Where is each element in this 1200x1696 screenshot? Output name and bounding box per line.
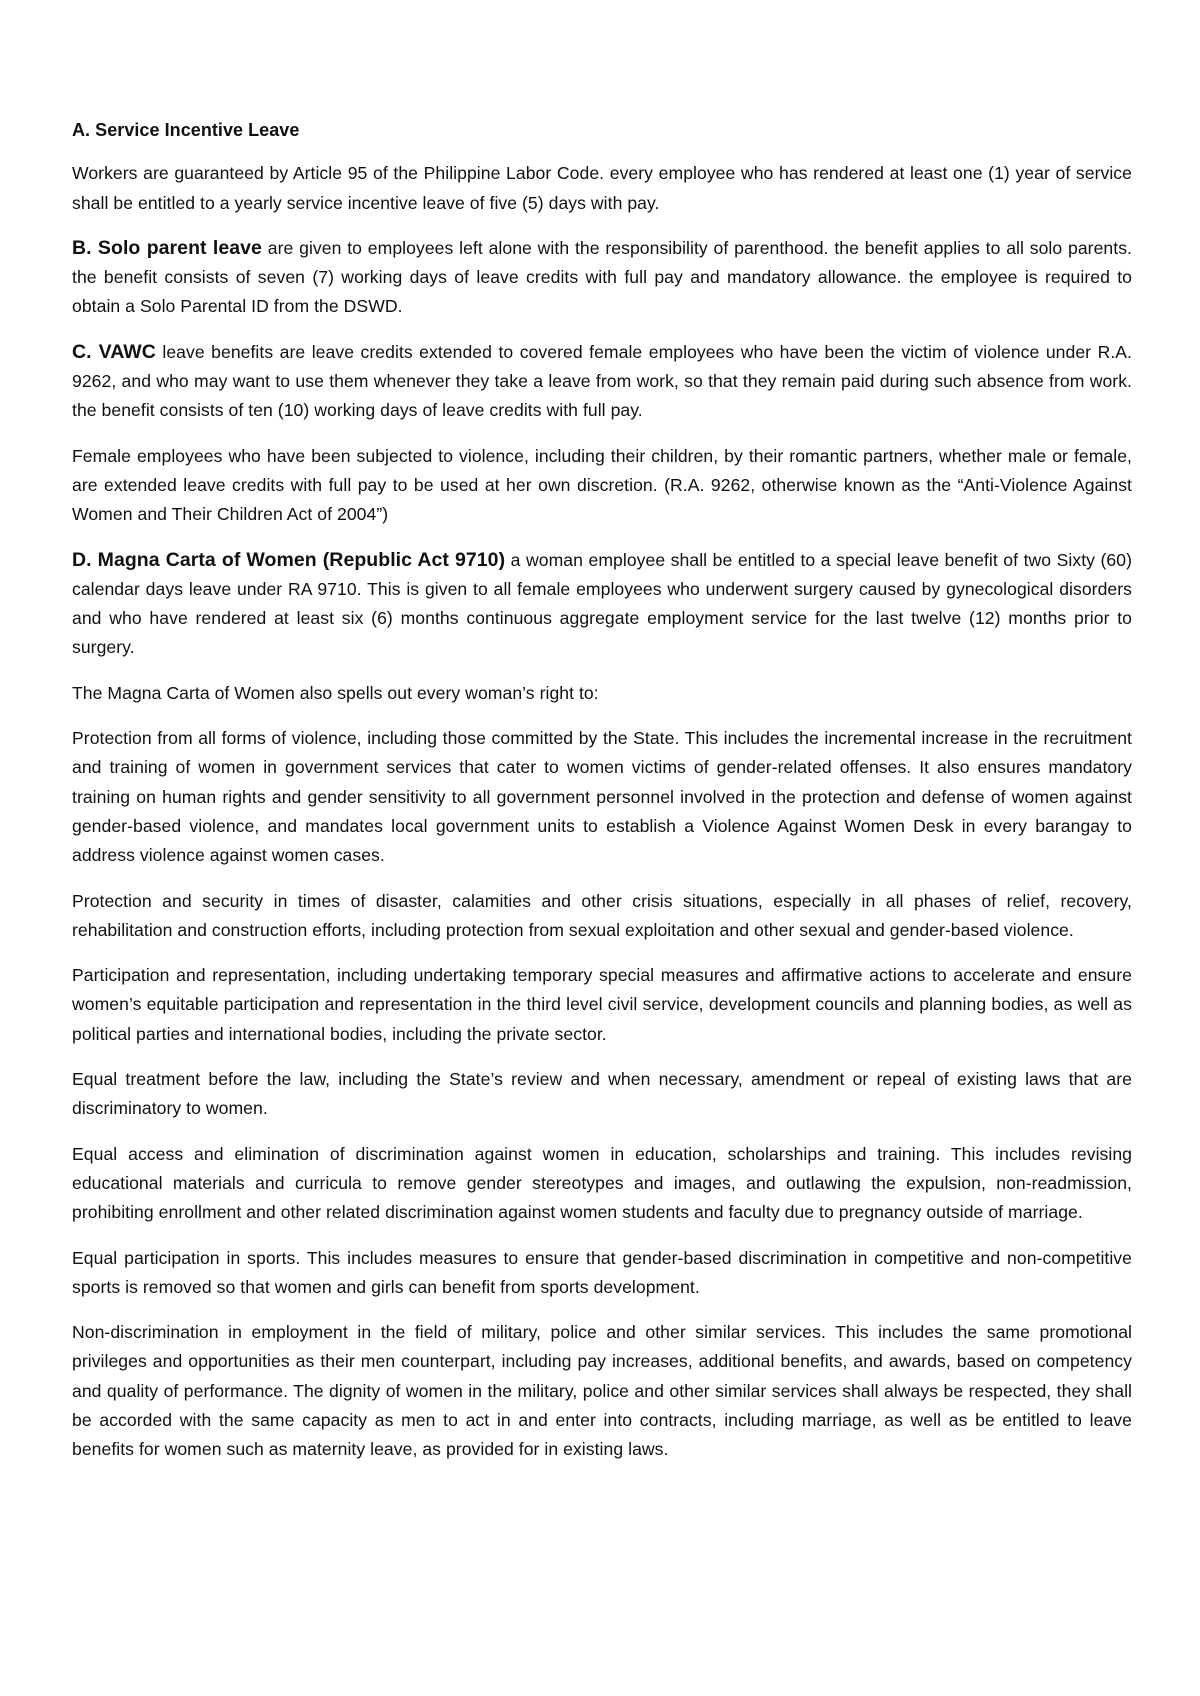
section-b-body: are given to employees left alone with the responsibility of parenthood. the benefit applies to all solo parents. the benefit consists of seven (7) working days of leave credits with full pay and mandatory allowance. the employee is required to obtain a Solo Parental ID from the DSWD. (72, 237, 1132, 317)
right-disaster-protection: Protection and security in times of disaster, calamities and other crisis situations, especially in all phases of relief, recovery, rehabilitation and construction efforts, including protection from sexual exploitation and other sexual and gender-based violence. (72, 890, 1132, 940)
section-c-body: leave benefits are leave credits extended to covered female employees who have been the victim of violence under R.A. 9262, and who may want to use them whenever they take a leave from work, so that they remain paid during such absence from work. the benefit consists of ten (10) working days of leave credits with full pay. (72, 341, 1132, 421)
section-b-paragraph (72, 234, 1132, 322)
section-a-heading: A. Service Incentive Leave (72, 120, 300, 140)
section-c-extra: Female employees who have been subjected to violence, including their children, by their romantic partners, whether male or female, are extended leave credits with full pay to be used at her own discretion. (R.A. 9262, otherwise known as the “Anti-Violence Against Women and Their Children Act of 2004”) (72, 445, 1132, 525)
right-education: Equal access and elimination of discrimination against women in education, scholarships and training. This includes revising educational materials and curricula to remove gender stereotypes and images, and outlawing the expulsion, non-readmission, prohibiting enrollment and other related discrimination against women students and faculty due to pregnancy outside of marriage. (72, 1143, 1132, 1223)
section-c-lead: C. VAWC (72, 340, 156, 363)
section-c-paragraph (72, 338, 1132, 426)
section-d-lead: D. Magna Carta of Women (Republic Act 9710) (72, 548, 506, 571)
right-equal-treatment: Equal treatment before the law, including the State’s review and when necessary, amendment or repeal of existing laws that are discriminatory to women. (72, 1069, 1132, 1119)
document-page (72, 116, 1132, 1481)
right-employment: Non-discrimination in employment in the field of military, police and other similar services. This includes the same promotional privileges and opportunities as their men counterpart, including pay increases, additional benefits, and awards, based on competency and quality of performance. The dignity of women in the military, police and other similar services shall always be respected, they shall be accorded with the same capacity as men to act in and enter into contracts, including marriage, as well as be entitled to leave benefits for women such as maternity leave, as provided for in existing laws. (72, 1322, 1132, 1460)
section-d-intro: The Magna Carta of Women also spells out every woman’s right to: (72, 682, 599, 703)
section-a-body: Workers are guaranteed by Article 95 of the Philippine Labor Code. every employee who has rendered at least one (1) year of service shall be entitled to a yearly service incentive leave of five (5) days with pay. (72, 163, 1132, 213)
section-b-lead: B. Solo parent leave (72, 236, 262, 259)
section-d-paragraph (72, 546, 1132, 663)
right-participation: Participation and representation, including undertaking temporary special measures and affirmative actions to accelerate and ensure women’s equitable participation and representation in the third level civil service, development councils and planning bodies, as well as political parties and international bodies, including the private sector. (72, 965, 1132, 1044)
section-d-body: a woman employee shall be entitled to a special leave benefit of two Sixty (60) calendar days leave under RA 9710. This is given to all female employees who underwent surgery caused by gynecological disorders and who have rendered at least six (6) months continuous aggregate employment service for the last twelve (12) months prior to surgery. (72, 549, 1132, 658)
right-sports: Equal participation in sports. This includes measures to ensure that gender-based discrimination in competitive and non-competitive sports is removed so that women and girls can benefit from sports development. (72, 1247, 1132, 1297)
right-violence-protection: Protection from all forms of violence, including those committed by the State. This includes the incremental increase in the recruitment and training of women in government services that cater to women victims of gender-related offenses. It also ensures mandatory training on human rights and gender sensitivity to all government personnel involved in the protection and defense of women against gender-based violence, and mandates local government units to establish a Violence Against Women Desk in every barangay to address violence against women cases. (72, 728, 1132, 866)
